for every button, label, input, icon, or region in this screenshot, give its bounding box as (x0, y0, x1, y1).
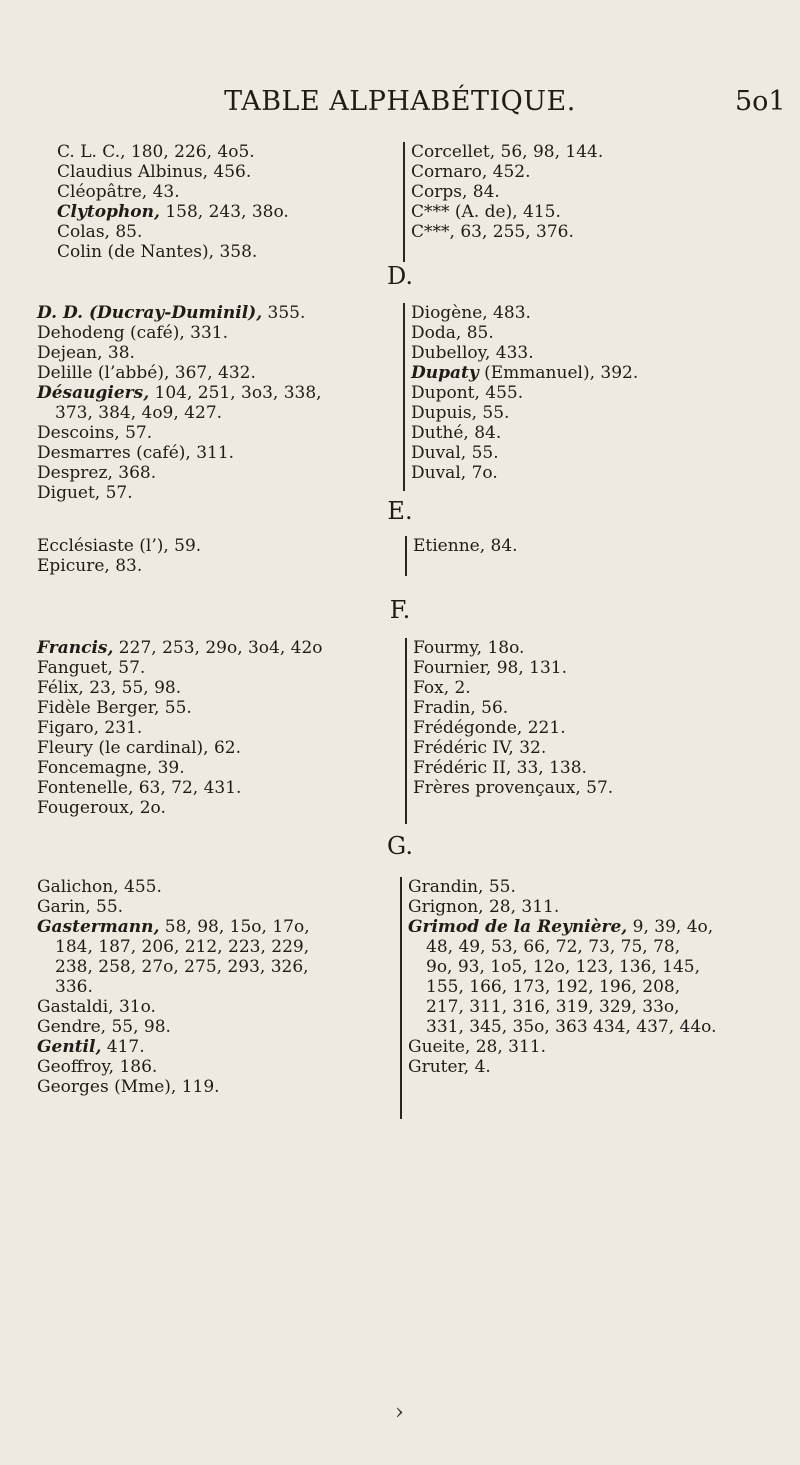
entry-name: Galichon, 455. (37, 877, 162, 897)
index-entry (37, 343, 397, 363)
index-entry (37, 1037, 397, 1057)
entry-name: Fleury (le cardinal), 62. (37, 738, 242, 758)
index-entry (413, 778, 773, 798)
entry-name: Colas, 85. (57, 222, 143, 242)
index-entry (411, 383, 771, 403)
entry-name: Ecclésiaste (l’), 59. (37, 536, 202, 556)
index-entry (37, 658, 405, 678)
entry-name: 155, 166, 173, 192, 196, 208, (426, 977, 681, 997)
entry-name: C***, 63, 255, 376. (411, 222, 574, 242)
index-entry (37, 303, 397, 323)
entry-name: Dehodeng (café), 331. (37, 323, 228, 343)
index-entry (57, 222, 387, 242)
entry-name: Frédégonde, 221. (413, 718, 566, 738)
entry-name: Garin, 55. (37, 897, 124, 917)
index-entry (57, 182, 387, 202)
index-entry (37, 678, 405, 698)
index-entry (411, 222, 771, 242)
index-entry (37, 897, 397, 917)
entry-name: 331, 345, 35o, 363 434, 437, 44o. (426, 1017, 717, 1037)
index-entry (37, 383, 397, 403)
index-entry (37, 443, 397, 463)
entry-name: Georges (Mme), 119. (37, 1077, 220, 1097)
entry-name: Desmarres (café), 311. (37, 443, 235, 463)
entry-name: 48, 49, 53, 66, 72, 73, 75, 78, (426, 937, 681, 957)
bottom-mark: › (395, 1400, 404, 1425)
entry-pages: 227, 253, 29o, 3o4, 42o (113, 638, 323, 658)
column-e-right (405, 536, 753, 576)
index-entry (37, 798, 405, 818)
section-letter-e: E. (387, 497, 413, 525)
entry-name: Félix, 23, 55, 98. (37, 678, 182, 698)
index-entry (57, 202, 387, 222)
section-letter-f: F. (389, 596, 411, 624)
column-c-right (403, 142, 771, 262)
index-entry (37, 1077, 397, 1097)
index-entry (413, 718, 773, 738)
index-entry (37, 363, 397, 383)
entry-name: Fournier, 98, 131. (413, 658, 567, 678)
entry-name: 373, 384, 4o9, 427. (55, 403, 223, 423)
column-f-left (37, 638, 405, 818)
entry-name: Gendre, 55, 98. (37, 1017, 171, 1037)
index-entry (37, 536, 377, 556)
index-entry (413, 536, 753, 556)
index-entry (408, 997, 778, 1017)
entry-name: 336. (55, 977, 93, 997)
index-entry (413, 738, 773, 758)
entry-name: Grandin, 55. (408, 877, 516, 897)
entry-name: Claudius Albinus, 456. (57, 162, 252, 182)
entry-name: Corcellet, 56, 98, 144. (411, 142, 604, 162)
entry-name: Descoins, 57. (37, 423, 153, 443)
index-entry (37, 718, 405, 738)
index-entry (37, 423, 397, 443)
entry-name: Gentil, (37, 1037, 102, 1057)
index-entry (37, 323, 397, 343)
index-entry (408, 917, 778, 937)
entry-name: Diogène, 483. (411, 303, 531, 323)
entry-name: Grignon, 28, 311. (408, 897, 560, 917)
entry-name: Frédéric II, 33, 138. (413, 758, 587, 778)
entry-name: 217, 311, 316, 319, 329, 33o, (426, 997, 680, 1017)
index-entry (37, 403, 397, 423)
index-entry (37, 957, 397, 977)
entry-name: Fidèle Berger, 55. (37, 698, 192, 718)
entry-name: Fontenelle, 63, 72, 431. (37, 778, 242, 798)
entry-name: Desprez, 368. (37, 463, 157, 483)
entry-name: 238, 258, 27o, 275, 293, 326, (55, 957, 309, 977)
index-entry (413, 638, 773, 658)
index-entry (37, 698, 405, 718)
index-entry (37, 937, 397, 957)
index-entry (408, 937, 778, 957)
entry-name: Duval, 55. (411, 443, 499, 463)
index-entry (37, 463, 397, 483)
entry-name: Fox, 2. (413, 678, 471, 698)
index-entry (413, 658, 773, 678)
index-entry (413, 678, 773, 698)
entry-name: Clytophon, (57, 202, 160, 222)
entry-pages: 9, 39, 4o, (627, 917, 714, 937)
entry-name: Francis, (37, 638, 114, 658)
index-entry (408, 1017, 778, 1037)
index-entry (37, 997, 397, 1017)
entry-name: Dubelloy, 433. (411, 343, 534, 363)
index-entry (411, 343, 771, 363)
column-g-right (400, 877, 778, 1119)
index-entry (37, 1057, 397, 1077)
index-entry (408, 877, 778, 897)
index-entry (37, 738, 405, 758)
entry-name: D. D. (Ducray-Duminil), (37, 303, 263, 323)
entry-name: Etienne, 84. (413, 536, 518, 556)
entry-name: Duval, 7o. (411, 463, 498, 483)
index-entry (413, 698, 773, 718)
entry-name: Dejean, 38. (37, 343, 135, 363)
index-entry (408, 1037, 778, 1057)
entry-pages: (Emmanuel), 392. (478, 363, 639, 383)
entry-name: Fourmy, 18o. (413, 638, 525, 658)
index-entry (37, 556, 377, 576)
index-entry (411, 363, 771, 383)
entry-name: Gueite, 28, 311. (408, 1037, 547, 1057)
entry-name: Corps, 84. (411, 182, 500, 202)
column-d-left (37, 303, 397, 503)
index-entry (411, 142, 771, 162)
index-entry (57, 162, 387, 182)
entry-name: Gastermann, (37, 917, 160, 937)
entry-name: Fanguet, 57. (37, 658, 146, 678)
entry-name: Cornaro, 452. (411, 162, 531, 182)
entry-pages: 158, 243, 38o. (159, 202, 289, 222)
index-entry (57, 142, 387, 162)
section-letter-g: G. (387, 832, 413, 860)
entry-name: Fougeroux, 2o. (37, 798, 166, 818)
index-entry (411, 443, 771, 463)
index-entry (37, 977, 397, 997)
entry-pages: 58, 98, 15o, 17o, (159, 917, 310, 937)
entry-pages: 355. (262, 303, 306, 323)
index-entry (37, 758, 405, 778)
index-entry (411, 182, 771, 202)
index-entry (37, 638, 405, 658)
entry-name: Geoffroy, 186. (37, 1057, 158, 1077)
index-entry (411, 423, 771, 443)
index-entry (411, 403, 771, 423)
entry-name: Colin (de Nantes), 358. (57, 242, 258, 262)
page-number: 5o1 (735, 86, 786, 117)
entry-name: C. L. C., 180, 226, 4o5. (57, 142, 255, 162)
entry-name: Dupaty (411, 363, 479, 383)
entry-name: Delille (l’abbé), 367, 432. (37, 363, 256, 383)
entry-name: Cléopâtre, 43. (57, 182, 180, 202)
index-entry (408, 977, 778, 997)
entry-name: Gastaldi, 31o. (37, 997, 156, 1017)
index-entry (411, 162, 771, 182)
index-entry (411, 323, 771, 343)
entry-name: Duthé, 84. (411, 423, 502, 443)
entry-name: 184, 187, 206, 212, 223, 229, (55, 937, 310, 957)
index-entry (408, 957, 778, 977)
entry-name: Frères provençaux, 57. (413, 778, 614, 798)
entry-name: Grimod de la Reynière, (408, 917, 628, 937)
entry-name: Désaugiers, (37, 383, 150, 403)
column-g-left (37, 877, 397, 1097)
entry-name: Frédéric IV, 32. (413, 738, 547, 758)
index-entry (57, 242, 387, 262)
entry-name: 9o, 93, 1o5, 12o, 123, 136, 145, (426, 957, 701, 977)
index-entry (37, 917, 397, 937)
entry-name: Figaro, 231. (37, 718, 143, 738)
entry-name: Epicure, 83. (37, 556, 143, 576)
entry-pages: 104, 251, 3o3, 338, (149, 383, 322, 403)
entry-name: Foncemagne, 39. (37, 758, 185, 778)
column-d-right (403, 303, 771, 491)
column-f-right (405, 638, 773, 824)
index-entry (37, 877, 397, 897)
section-letter-d: D. (386, 262, 413, 290)
entry-name: Diguet, 57. (37, 483, 133, 503)
entry-name: C*** (A. de), 415. (411, 202, 561, 222)
index-entry (408, 1057, 778, 1077)
entry-pages: 417. (101, 1037, 145, 1057)
index-entry (37, 1017, 397, 1037)
entry-name: Fradin, 56. (413, 698, 509, 718)
entry-name: Dupuis, 55. (411, 403, 510, 423)
entry-name: Dupont, 455. (411, 383, 524, 403)
index-entry (413, 758, 773, 778)
column-e-left (37, 536, 377, 576)
column-c-left (57, 142, 387, 262)
index-entry (411, 463, 771, 483)
index-entry (411, 202, 771, 222)
entry-name: Doda, 85. (411, 323, 494, 343)
index-entry (411, 303, 771, 323)
page-title: TABLE ALPHABÉTIQUE. (224, 86, 576, 117)
index-entry (37, 778, 405, 798)
index-entry (408, 897, 778, 917)
entry-name: Gruter, 4. (408, 1057, 491, 1077)
